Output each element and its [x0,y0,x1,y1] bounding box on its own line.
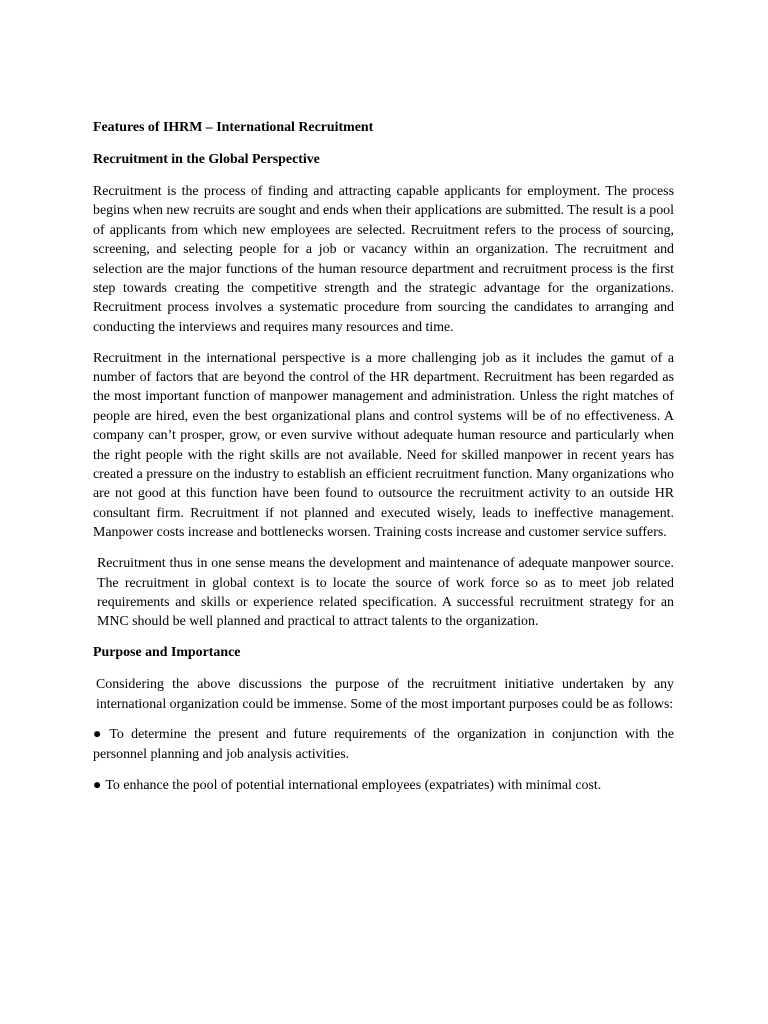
bullet-text: To enhance the pool of potential international employees (expatriates) with minimal cost. [105,777,602,793]
paragraph-international-perspective: Recruitment in the international perspective is a more challenging job as it includes the gamut of a number of factors that are beyond the control of the HR department. Recruitment has been regarded as the most important function of manpower management and administration. Unless the right matches of people are hired, even the best organizational plans and control systems will be of no effectiveness. A company can’t prosper, grow, or even survive without adequate human resource and particularly when the right people with the right skills are not available. Need for skilled manpower in recent years has created a pressure on the industry to establish an efficient recruitment function. Many organizations who are not good at this function have been found to outsource the recruitment activity to an outside HR consultant firm. Recruitment if not planned and executed wisely, leads to ineffective management. Manpower costs increase and bottlenecks worsen. Training costs increase and customer service suffers. [93,350,674,541]
section-heading-global-perspective: Recruitment in the Global Perspective [93,152,320,167]
bullet-text: To determine the present and future requirements of the organization in conjunction with the personnel planning and job analysis activities. [93,727,674,762]
document-body [93,118,674,806]
bullet-icon: ● [93,777,102,793]
bullet-item [93,725,674,764]
bullet-item [93,776,674,795]
section-heading-purpose-importance: Purpose and Importance [93,645,241,661]
paragraph-recruitment-definition: Recruitment is the process of finding and attracting capable applicants for employment. The process begins when new recruits are sought and ends when their applications are submitted. The result is a pool of applicants from which new employees are selected. Recruitment refers to the process of sourcing, screening, and selecting people for a job or vacancy within an organization. The recruitment and selection are the major functions of the human resource department and recruitment process is the first step towards creating the competitive strength and the strategic advantage for the organizations. Recruitment process involves a systematic procedure from sourcing the candidates to arranging and conducting the interviews and requires many resources and time. [93,184,674,335]
paragraph-purpose-intro: Considering the above discussions the purpose of the recruitment initiative undertaken by any international organization could be immense. Some of the most important purposes could be as follows: [96,677,674,712]
bullet-icon: ● [93,727,106,743]
document-title: Features of IHRM – International Recruitment [93,120,374,135]
paragraph-recruitment-meaning: Recruitment thus in one sense means the development and maintenance of adequate manpower source. The recruitment in global context is to locate the source of work force so as to meet job related requirements and skills or experience related specification. A successful recruitment strategy for an MNC should be well planned and practical to attract talents to the organization. [97,556,674,630]
